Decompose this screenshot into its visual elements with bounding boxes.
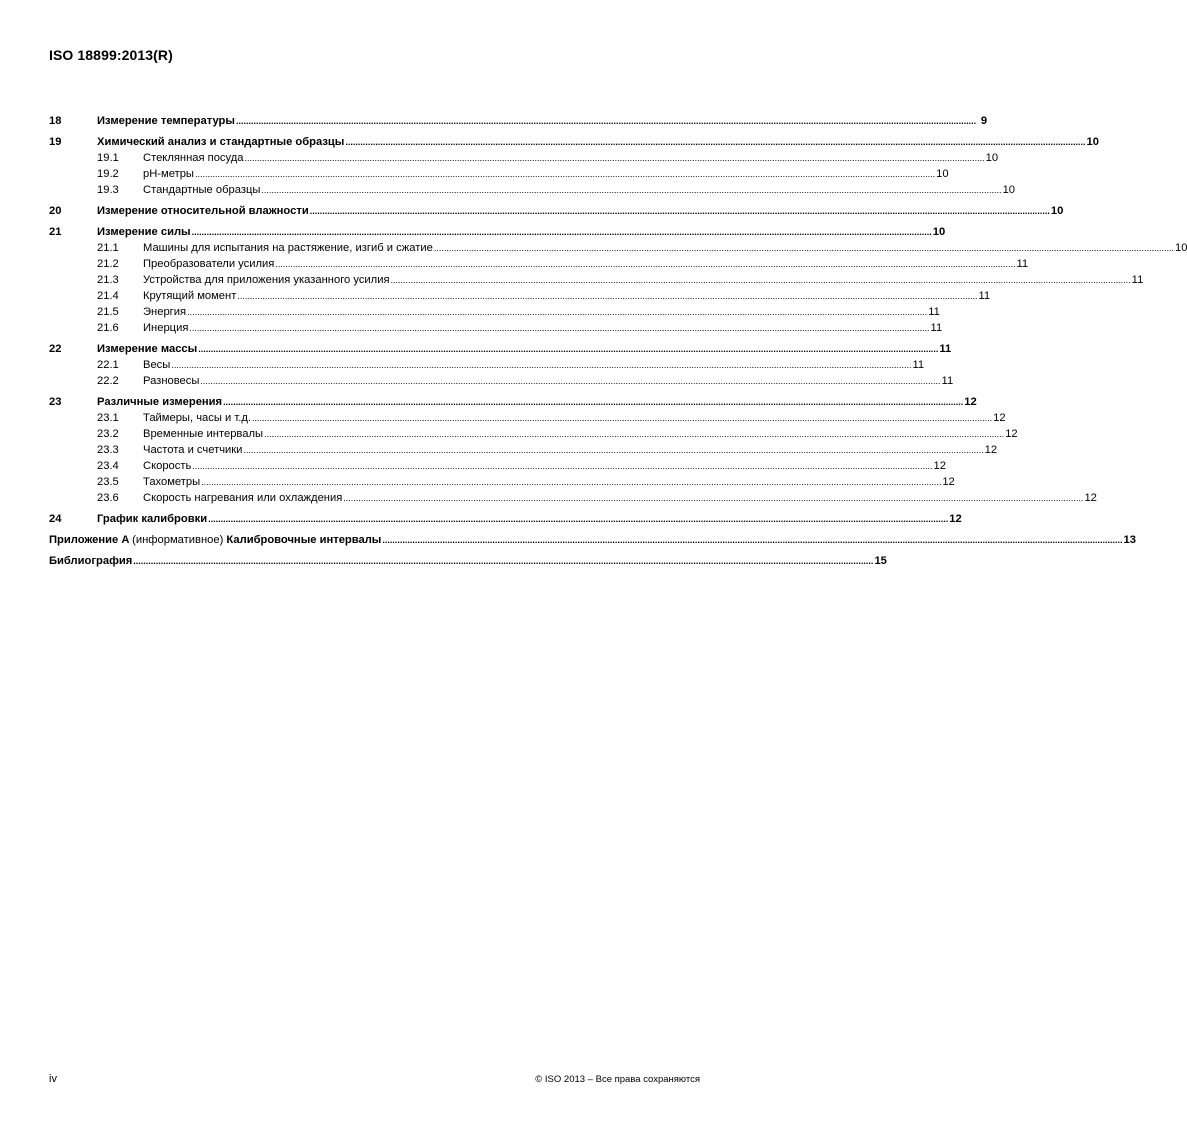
toc-entry-page: 10 [1086, 136, 1099, 148]
toc-subentry-page: 11 [912, 359, 925, 371]
toc-entry-number: 24 [49, 513, 62, 525]
toc-subentry-number: 21.4 [97, 290, 119, 302]
toc-subentry-number: 23.5 [97, 476, 119, 488]
dot-leader [434, 240, 1174, 256]
toc-subentry[interactable] [49, 240, 1187, 256]
toc-subentry-number: 23.6 [97, 492, 119, 504]
toc-subentry-title: Скорость [143, 460, 192, 472]
toc-subentry-number: 21.5 [97, 306, 119, 318]
toc-subentry-number: 23.2 [97, 428, 119, 440]
toc-entry[interactable] [49, 134, 1099, 150]
toc-section [49, 224, 1187, 336]
toc-entry-number: 20 [49, 205, 62, 217]
dot-leader [171, 357, 911, 373]
toc-entry[interactable] [49, 203, 1064, 219]
annex-title: Калибровочные интервалы [226, 534, 382, 546]
toc-section [49, 341, 954, 389]
dot-leader [391, 272, 1131, 288]
toc-section-annex [49, 532, 1136, 548]
toc-subentry[interactable] [49, 373, 954, 389]
toc-subentry[interactable] [49, 442, 998, 458]
toc-entry-number: 22 [49, 343, 62, 355]
toc-subentry-page: 10 [936, 168, 949, 180]
toc-entry-number: 23 [49, 396, 62, 408]
table-of-contents [49, 113, 1187, 574]
dot-leader [243, 442, 983, 458]
toc-subentry-page: 11 [928, 306, 940, 318]
toc-subentry[interactable] [49, 320, 943, 336]
toc-subentry[interactable] [49, 166, 949, 182]
toc-subentry-title: Инерция [143, 322, 189, 334]
dot-leader [245, 150, 985, 166]
toc-subentry[interactable] [49, 458, 946, 474]
dot-leader [275, 256, 1015, 272]
toc-entry-title: Измерение силы [97, 226, 191, 238]
toc-subentry-number: 21.6 [97, 322, 119, 334]
toc-entry-number: 19 [49, 136, 62, 148]
toc-subentry-number: 22.1 [97, 359, 119, 371]
toc-section [49, 134, 1099, 198]
toc-subentry-page: 12 [933, 460, 946, 472]
toc-subentry-title: Энергия [143, 306, 187, 318]
annex-title-group [49, 532, 381, 548]
toc-section [49, 113, 988, 129]
toc-subentry[interactable] [49, 256, 1029, 272]
toc-subentry-page: 11 [941, 375, 954, 387]
toc-subentry-page: 12 [1005, 428, 1018, 440]
toc-subentry-number: 19.2 [97, 168, 119, 180]
toc-subentry-page: 11 [930, 322, 943, 334]
toc-subentry-page: 12 [984, 444, 998, 456]
toc-subentry-title: Стеклянная посуда [143, 152, 244, 164]
toc-entry-number: 18 [49, 115, 62, 127]
toc-section [49, 511, 962, 527]
annex-label: Приложение A [49, 534, 130, 546]
toc-section [49, 394, 1097, 506]
toc-subentry-title: Временные интервалы [143, 428, 264, 440]
dot-leader [187, 304, 927, 320]
toc-subentry[interactable] [49, 288, 991, 304]
annex-qualifier: (информативное) [132, 534, 224, 546]
annex-page: 13 [1123, 534, 1136, 546]
toc-subentry[interactable] [49, 490, 1097, 506]
dot-leader [382, 532, 1122, 548]
toc-subentry[interactable] [49, 182, 1016, 198]
toc-entry-title: График калибровки [97, 513, 208, 525]
toc-subentry[interactable] [49, 272, 1144, 288]
toc-entry-title: Измерение массы [97, 343, 198, 355]
dot-leader [345, 134, 1085, 150]
dot-leader [133, 553, 873, 569]
toc-entry-page: 12 [964, 396, 977, 408]
toc-entry[interactable] [49, 341, 952, 357]
toc-subentry-number: 22.2 [97, 375, 119, 387]
dot-leader [310, 203, 1050, 219]
toc-subentry-page: 12 [993, 412, 1006, 424]
toc-subentry-title: Преобразователи усилия [143, 258, 275, 270]
toc-subentry-title: Разновесы [143, 375, 200, 387]
toc-subentry-number: 23.3 [97, 444, 119, 456]
toc-subentry-title: Частота и счетчики [143, 444, 243, 456]
toc-subentry-title: Весы [143, 359, 171, 371]
toc-subentry-page: 11 [1131, 274, 1144, 286]
toc-subentry-title: Таймеры, часы и т.д. [143, 412, 251, 424]
dot-leader [192, 458, 932, 474]
toc-entry-page: 12 [949, 513, 962, 525]
toc-entry[interactable] [49, 511, 962, 527]
toc-subentry[interactable] [49, 410, 1006, 426]
dot-leader [261, 182, 1001, 198]
toc-entry-bibliography[interactable] [49, 553, 887, 569]
toc-subentry-title: Устройства для приложения указанного усилия [143, 274, 390, 286]
dot-leader [236, 113, 976, 129]
dot-leader [223, 394, 963, 410]
toc-entry-title: Различные измерения [97, 396, 223, 408]
dot-leader [195, 166, 935, 182]
toc-subentry[interactable] [49, 426, 1018, 442]
document-id: ISO 18899:2013(R) [49, 47, 173, 63]
toc-entry-page: 10 [1050, 205, 1064, 217]
toc-subentry-number: 21.1 [97, 242, 119, 254]
toc-subentry-page: 12 [942, 476, 955, 488]
dot-leader [237, 288, 977, 304]
toc-subentry[interactable] [49, 150, 999, 166]
dot-leader [201, 474, 941, 490]
toc-subentry-page: 10 [985, 152, 999, 164]
toc-subentry-page: 11 [1016, 258, 1029, 270]
page-number: iv [49, 1073, 57, 1085]
dot-leader [252, 410, 992, 426]
dot-leader [189, 320, 929, 336]
bibliography-title: Библиография [49, 555, 133, 567]
toc-subentry-number: 21.3 [97, 274, 119, 286]
dot-leader [208, 511, 948, 527]
toc-subentry-number: 19.1 [97, 152, 119, 164]
toc-subentry-title: Скорость нагревания или охлаждения [143, 492, 343, 504]
toc-subentry-page: 11 [978, 290, 991, 302]
toc-subentry[interactable] [49, 304, 940, 320]
dot-leader [264, 426, 1004, 442]
toc-section-bibliography [49, 553, 887, 569]
toc-subentry-page: 12 [1084, 492, 1097, 504]
bibliography-page: 15 [874, 555, 887, 567]
dot-leader [192, 224, 932, 240]
toc-subentry-title: pH-метры [143, 168, 194, 180]
toc-section [49, 203, 1064, 219]
toc-entry-page: 9 [980, 115, 988, 127]
toc-entry-number: 21 [49, 226, 62, 238]
toc-subentry-title: Стандартные образцы [143, 184, 261, 196]
toc-subentry-page: 10 [1175, 242, 1187, 254]
toc-subentry-title: Крутящий момент [143, 290, 237, 302]
toc-entry-title: Измерение температуры [97, 115, 235, 127]
toc-subentry-number: 23.1 [97, 412, 119, 424]
dot-leader [198, 341, 938, 357]
toc-subentry[interactable] [49, 474, 955, 490]
toc-subentry[interactable] [49, 357, 925, 373]
toc-entry-page: 11 [939, 343, 952, 355]
toc-subentry-number: 23.4 [97, 460, 119, 472]
toc-subentry-number: 19.3 [97, 184, 119, 196]
toc-entry[interactable] [49, 113, 988, 129]
toc-entry-title: Измерение относительной влажности [97, 205, 309, 217]
toc-subentry-title: Машины для испытания на растяжение, изгиб и сжатие [143, 242, 433, 254]
toc-entry-title: Химический анализ и стандартные образцы [97, 136, 345, 148]
toc-subentry-number: 21.2 [97, 258, 119, 270]
toc-entry[interactable] [49, 224, 946, 240]
dot-leader [343, 490, 1083, 506]
dot-leader [200, 373, 940, 389]
toc-subentry-page: 10 [1002, 184, 1016, 196]
toc-entry[interactable] [49, 394, 977, 410]
toc-entry-page: 10 [932, 226, 946, 238]
copyright-notice: © ISO 2013 – Все права сохраняются [535, 1074, 700, 1085]
toc-subentry-title: Тахометры [143, 476, 201, 488]
toc-entry-annex[interactable] [49, 532, 1136, 548]
